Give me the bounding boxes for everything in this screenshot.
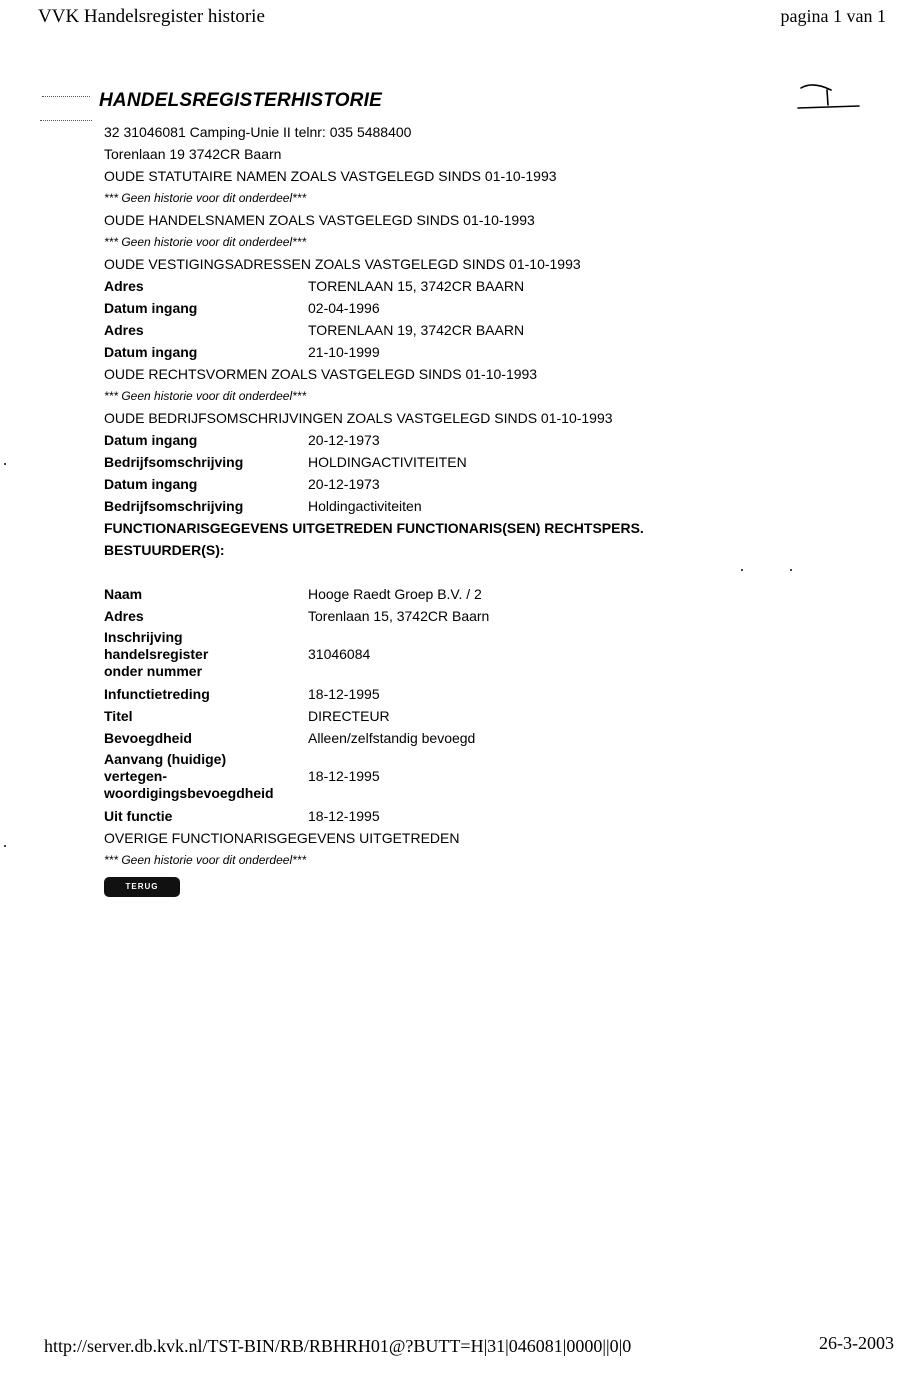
field-value: 21-10-1999 xyxy=(308,344,380,360)
label-line: Inschrijving xyxy=(104,629,183,645)
field-value: TORENLAAN 19, 3742CR BAARN xyxy=(308,322,525,338)
label-line: woordigingsbevoegdheid xyxy=(104,785,274,801)
field-value: 20-12-1973 xyxy=(308,476,380,492)
no-history-note: *** Geen historie voor dit onderdeel*** xyxy=(104,853,307,867)
section-bestuurders: BESTUURDER(S): xyxy=(104,542,225,558)
field-value: 20-12-1973 xyxy=(308,432,380,448)
field-label: Infunctietreding xyxy=(104,686,210,702)
scan-speck xyxy=(790,569,792,571)
field-label: Datum ingang xyxy=(104,344,198,360)
date-row xyxy=(104,429,744,451)
handwritten-mark xyxy=(797,80,861,112)
date-row xyxy=(104,341,744,363)
description-row xyxy=(104,495,744,517)
field-value: TORENLAAN 15, 3742CR BAARN xyxy=(308,278,525,294)
director-end-row xyxy=(104,805,744,827)
scan-speck xyxy=(4,463,6,465)
field-label: Titel xyxy=(104,708,133,724)
section-statutaire-namen: OUDE STATUTAIRE NAMEN ZOALS VASTGELEGD SINDS 01-10-1993 xyxy=(104,168,557,184)
label-line: vertegen- xyxy=(104,768,168,784)
footer-date: 26-3-2003 xyxy=(819,1333,894,1353)
no-history-note: *** Geen historie voor dit onderdeel*** xyxy=(104,191,307,205)
document-title: VVK Handelsregister historie xyxy=(38,6,265,27)
history-content xyxy=(104,121,744,897)
page-heading: HANDELSREGISTERHISTORIE xyxy=(99,90,382,111)
director-address-row xyxy=(104,605,744,627)
field-label: Bedrijfsomschrijving xyxy=(104,498,244,514)
footer-url: http://server.db.kvk.nl/TST-BIN/RB/RBHRH01@?BUTT=H|31|046081|0000||0|0 xyxy=(44,1336,632,1356)
page-number: pagina 1 van 1 xyxy=(780,6,886,26)
section-rechtsvormen: OUDE RECHTSVORMEN ZOALS VASTGELEGD SINDS 01-10-1993 xyxy=(104,366,538,382)
field-label: Datum ingang xyxy=(104,476,198,492)
field-value: 18-12-1995 xyxy=(308,686,380,702)
date-row xyxy=(104,473,744,495)
no-history-note: *** Geen historie voor dit onderdeel*** xyxy=(104,389,307,403)
field-value: HOLDINGACTIVITEITEN xyxy=(308,454,467,470)
field-value: Holdingactiviteiten xyxy=(308,498,422,514)
director-authority-row xyxy=(104,727,744,749)
field-label: Bedrijfsomschrijving xyxy=(104,454,244,470)
section-handelsnamen: OUDE HANDELSNAMEN ZOALS VASTGELEGD SINDS 01-10-1993 xyxy=(104,212,535,228)
field-value: 31046084 xyxy=(308,646,371,662)
address-row xyxy=(104,275,744,297)
field-value: Hooge Raedt Groep B.V. / 2 xyxy=(308,586,482,602)
field-label: Datum ingang xyxy=(104,432,198,448)
company-address: Torenlaan 19 3742CR Baarn xyxy=(104,146,282,162)
date-row xyxy=(104,297,744,319)
field-value: DIRECTEUR xyxy=(308,708,390,724)
section-bedrijfsomschrijvingen: OUDE BEDRIJFSOMSCHRIJVINGEN ZOALS VASTGELEGD SINDS 01-10-1993 xyxy=(104,410,613,426)
director-title-row xyxy=(104,705,744,727)
no-history-note: *** Geen historie voor dit onderdeel*** xyxy=(104,235,307,249)
company-line: 32 31046081 Camping-Unie II telnr: 035 5488400 xyxy=(104,124,412,140)
field-label: Adres xyxy=(104,322,144,338)
spacer xyxy=(104,561,744,583)
section-functionaris: FUNCTIONARISGEGEVENS UITGETREDEN FUNCTIONARIS(SEN) RECHTSPERS. xyxy=(104,520,644,536)
scan-speck xyxy=(4,845,6,847)
field-label: Naam xyxy=(104,586,143,602)
director-registration-row xyxy=(104,629,744,680)
field-value: 18-12-1995 xyxy=(308,808,380,824)
scan-dots xyxy=(42,96,90,97)
field-value: Alleen/zelfstandig bevoegd xyxy=(308,730,476,746)
field-label: Adres xyxy=(104,278,144,294)
field-value: Torenlaan 15, 3742CR Baarn xyxy=(308,608,490,624)
field-label: Datum ingang xyxy=(104,300,198,316)
director-representation-row xyxy=(104,751,744,802)
section-overige: OVERIGE FUNCTIONARISGEGEVENS UITGETREDEN xyxy=(104,830,460,846)
director-start-row xyxy=(104,683,744,705)
field-label: Bevoegdheid xyxy=(104,730,192,746)
terug-button[interactable]: TERUG xyxy=(104,877,180,897)
section-vestigingsadressen: OUDE VESTIGINGSADRESSEN ZOALS VASTGELEGD SINDS 01-10-1993 xyxy=(104,256,581,272)
description-row xyxy=(104,451,744,473)
scan-speck xyxy=(741,569,743,571)
field-label: Uit functie xyxy=(104,808,173,824)
field-value: 02-04-1996 xyxy=(308,300,380,316)
field-value: 18-12-1995 xyxy=(308,768,380,784)
label-line: handelsregister xyxy=(104,646,209,662)
label-line: Aanvang (huidige) xyxy=(104,751,227,767)
label-line: onder nummer xyxy=(104,663,203,679)
scan-dots xyxy=(40,120,92,121)
director-name-row xyxy=(104,583,744,605)
field-label: Adres xyxy=(104,608,144,624)
field-label xyxy=(104,629,308,680)
address-row xyxy=(104,319,744,341)
field-label xyxy=(104,751,308,802)
